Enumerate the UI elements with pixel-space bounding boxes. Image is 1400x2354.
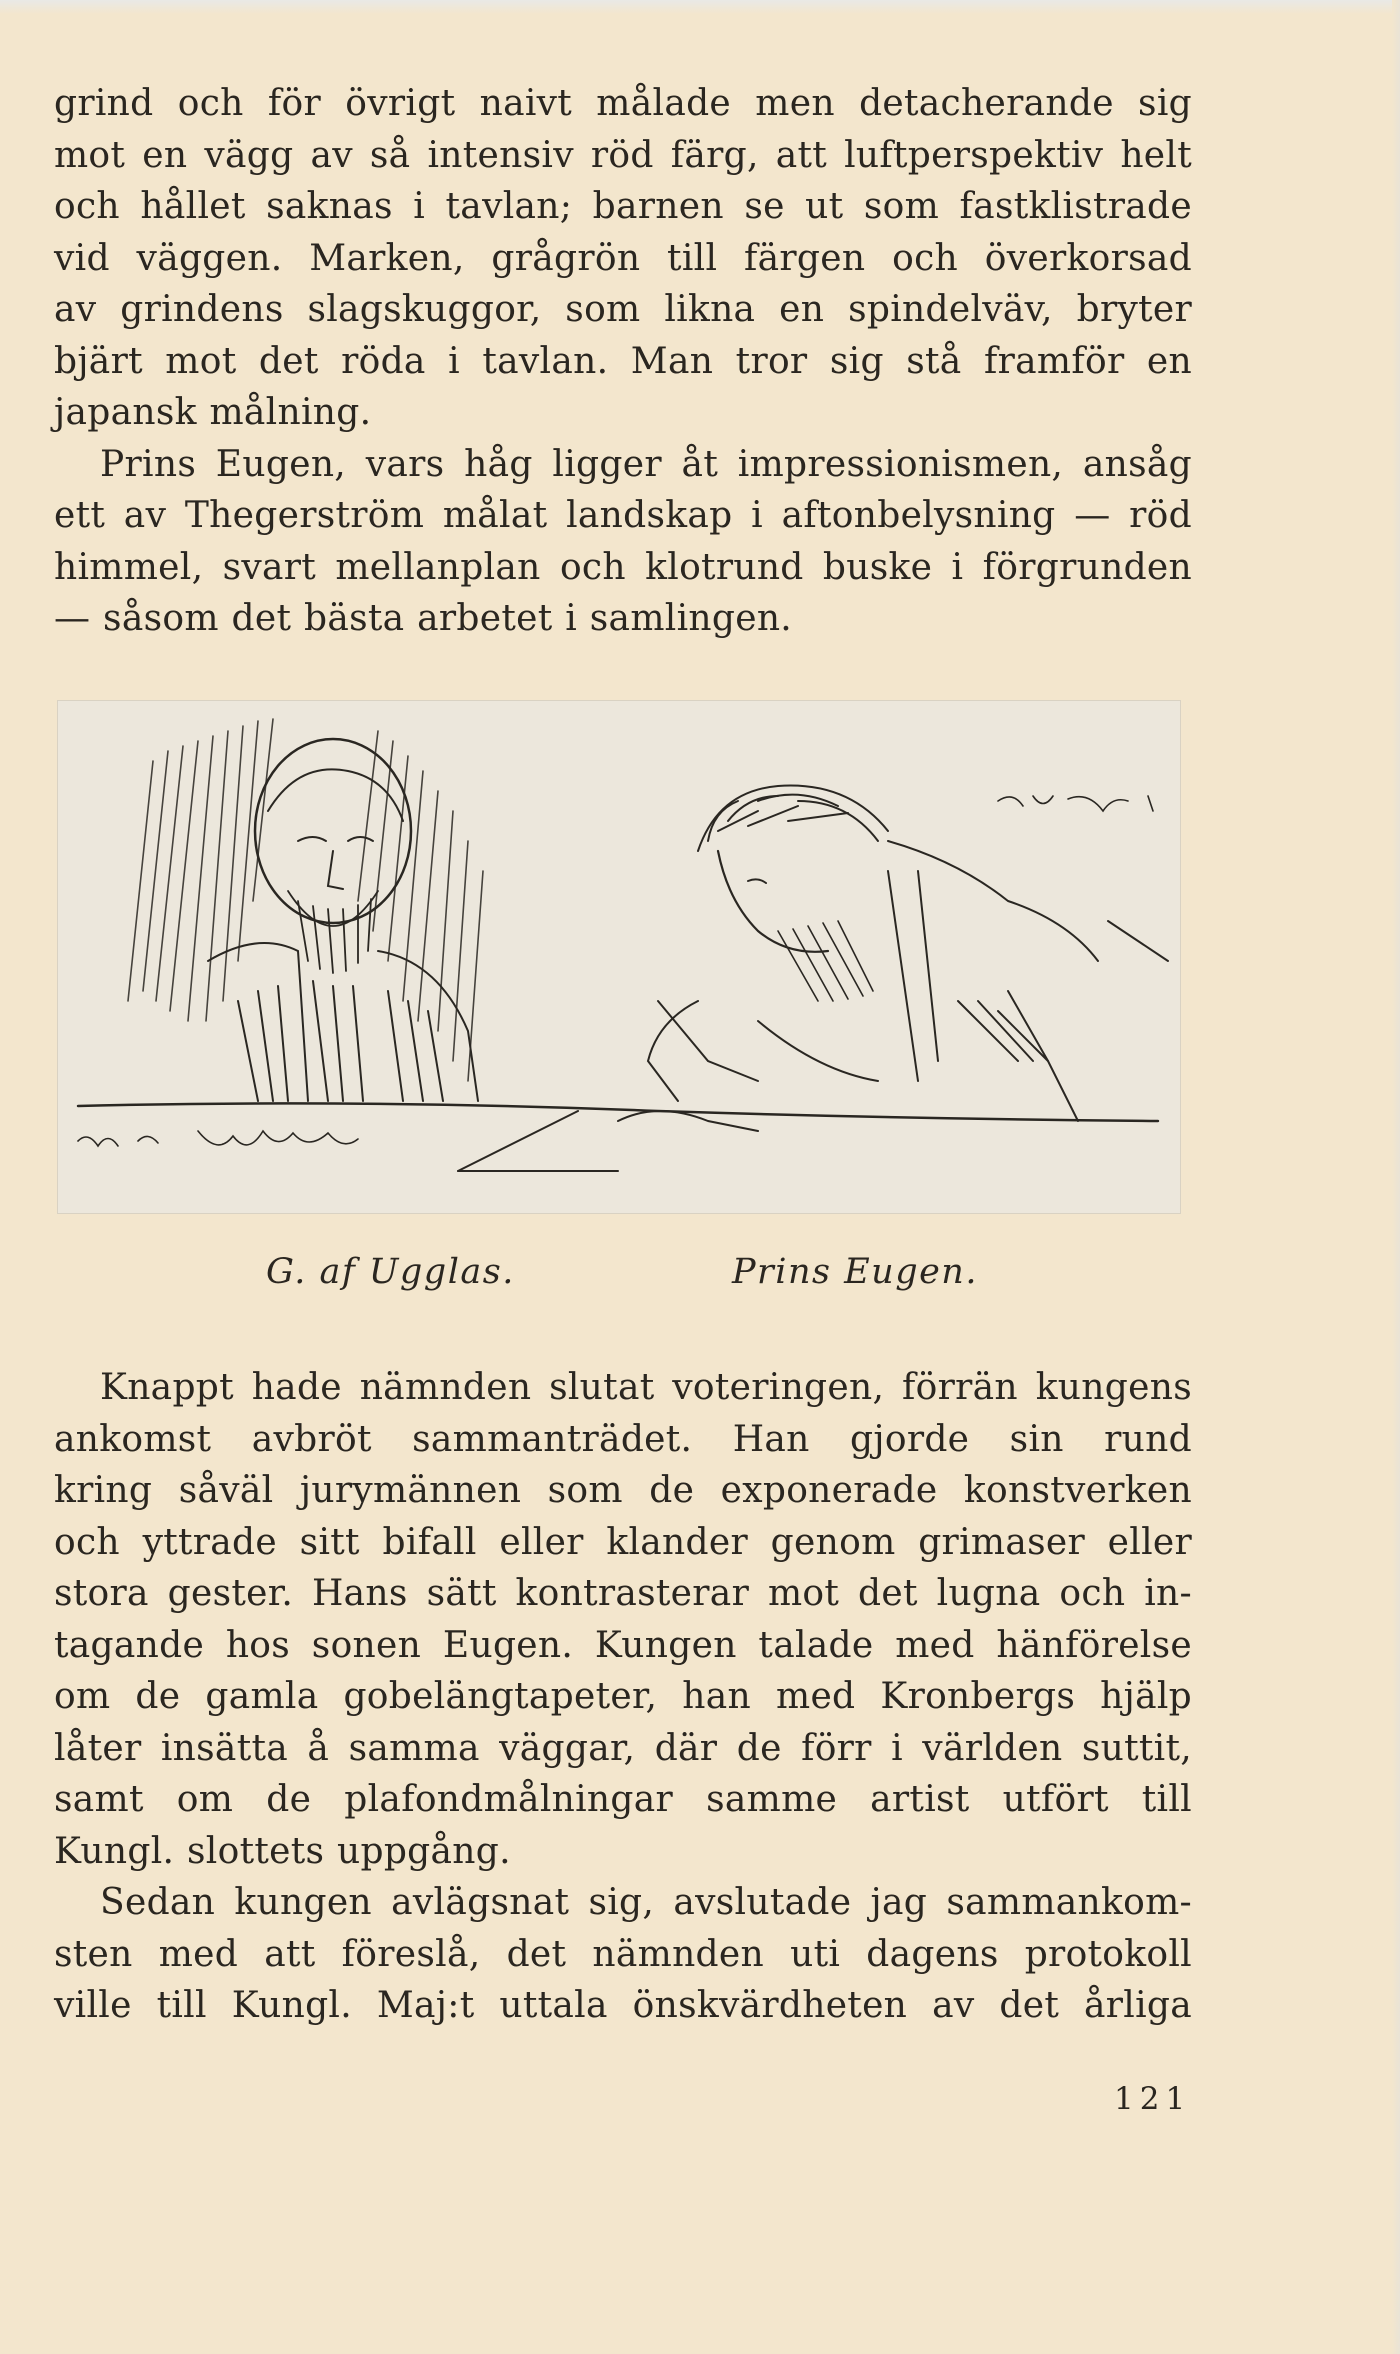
scan-edge bbox=[0, 0, 1400, 14]
text-block-bottom bbox=[54, 1362, 1192, 2032]
text-line: Kungl. slottets uppgång. bbox=[54, 1830, 511, 1872]
text-line: stora gester. Hans sätt kontrasterar mot det lugna och in- bbox=[54, 1573, 1192, 1614]
caption-left: G. af Ugglas. bbox=[266, 1252, 515, 1292]
text-line: kring såväl jurymännen som de exponerade konstverken bbox=[54, 1470, 1192, 1511]
text-line: vid väggen. Marken, grågrön till färgen och överkorsad bbox=[54, 237, 1192, 279]
text-line: — såsom det bästa arbetet i samlingen. bbox=[54, 598, 793, 639]
text-line: samt om de plafondmålningar samme artist utfört till bbox=[54, 1779, 1192, 1820]
signature-right bbox=[998, 796, 1153, 811]
text-line: låter insätta å samma väggar, där de förr i världen suttit, bbox=[54, 1727, 1192, 1769]
text-line: mot en vägg av så intensiv röd färg, att luftperspektiv helt bbox=[54, 134, 1192, 176]
text-line: tagande hos sonen Eugen. Kungen talade med hänförelse bbox=[54, 1624, 1192, 1666]
beard-hatching bbox=[288, 891, 378, 973]
text-line: Sedan kungen avlägsnat sig, avslutade jag sammankom- bbox=[100, 1882, 1192, 1923]
text-line: ville till Kungl. Maj:t uttala önskvärdheten av det årliga bbox=[54, 1985, 1192, 2026]
sketch-illustration bbox=[57, 700, 1181, 1214]
text-line: ankomst avbröt sammanträdet. Han gjorde sin rund bbox=[54, 1418, 1192, 1460]
head-outline-left bbox=[255, 739, 411, 923]
text-block-top bbox=[54, 78, 1192, 645]
text-line: himmel, svart mellanplan och klotrund buske i förgrunden bbox=[54, 546, 1192, 588]
table-edge bbox=[78, 1103, 1158, 1121]
text-line: sten med att föreslå, det nämnden uti dagens protokoll bbox=[54, 1933, 1192, 1975]
body-left bbox=[208, 943, 478, 1101]
pen-sketch-drawing bbox=[58, 701, 1180, 1213]
text-line: av grindens slagskuggor, som likna en spindelväv, bryter bbox=[54, 289, 1192, 330]
text-line: grind och för övrigt naivt målade men detacherande sig bbox=[54, 83, 1192, 124]
text-line: och yttrade sitt bifall eller klander genom grimaser eller bbox=[54, 1521, 1192, 1563]
text-line: bjärt mot det röda i tavlan. Man tror sig stå framför en bbox=[54, 340, 1192, 382]
face-right bbox=[718, 851, 828, 952]
text-line: japansk målning. bbox=[54, 392, 372, 433]
hair-right bbox=[698, 786, 888, 851]
caption-right: Prins Eugen. bbox=[732, 1252, 978, 1292]
scan-edge-right bbox=[1392, 0, 1400, 2354]
text-line: och hållet saknas i tavlan; barnen se ut som fastklistrade bbox=[54, 186, 1192, 227]
text-line: ett av Thegerström målat landskap i aftonbelysning — röd bbox=[54, 495, 1192, 536]
text-line: Prins Eugen, vars håg ligger åt impressionismen, ansåg bbox=[100, 443, 1192, 485]
text-line: om de gamla gobelängtapeter, han med Kronbergs hjälp bbox=[54, 1676, 1192, 1717]
page-number: 121 bbox=[1114, 2081, 1192, 2117]
signature-left bbox=[78, 1131, 358, 1146]
text-line: Knappt hade nämnden slutat voteringen, förrän kungens bbox=[100, 1367, 1192, 1408]
